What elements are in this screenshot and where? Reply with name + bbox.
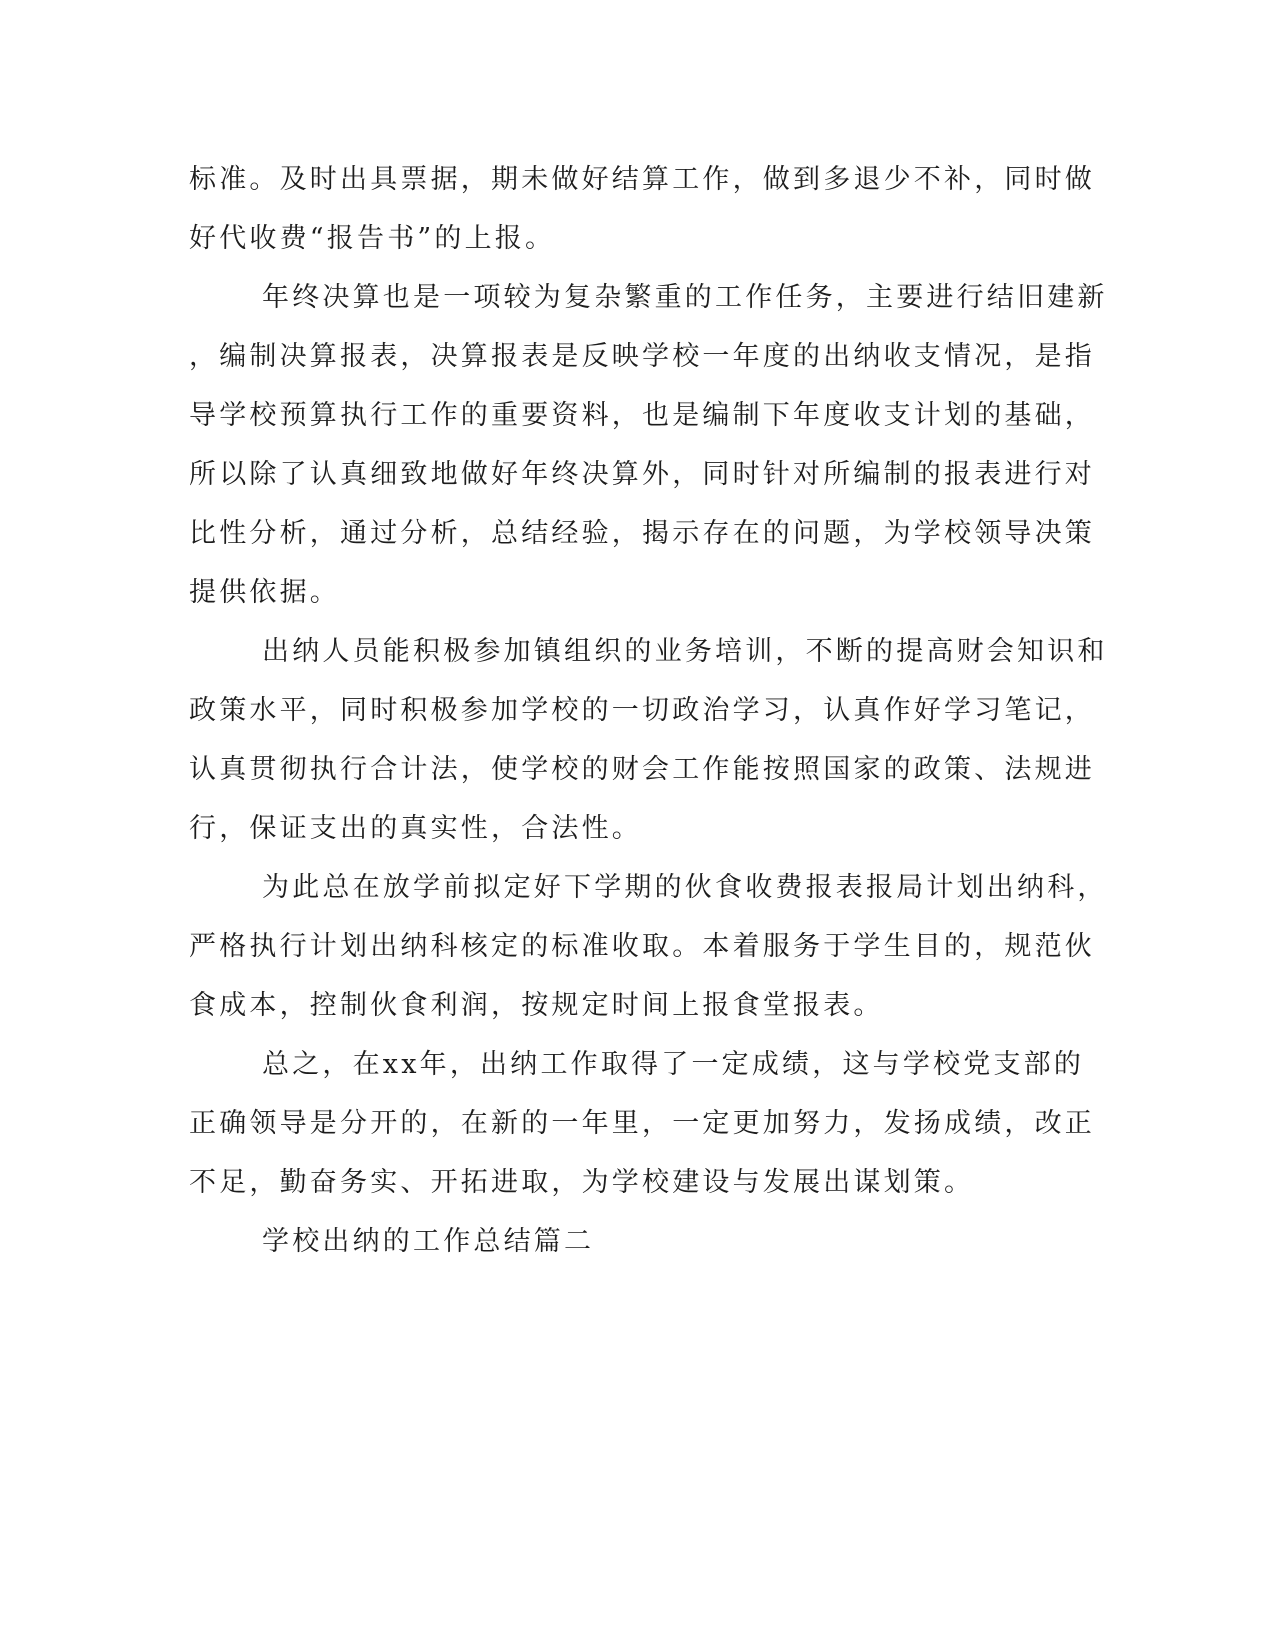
text-line-4: ，编制决算报表，决算报表是反映学校一年度的出纳收支情况，是指 <box>189 341 1095 372</box>
text-line-6: 所以除了认真细致地做好年终决算外，同时针对所编制的报表进行对 <box>189 459 1095 490</box>
text-line-12: 行，保证支出的真实性，合法性。 <box>189 813 642 844</box>
text-line-7: 比性分析，通过分析，总结经验，揭示存在的问题，为学校领导决策 <box>189 518 1095 549</box>
text-line-5: 导学校预算执行工作的重要资料，也是编制下年度收支计划的基础， <box>189 400 1095 431</box>
text-line-10: 政策水平，同时积极参加学校的一切政治学习，认真作好学习笔记， <box>189 695 1095 726</box>
text-line-14: 严格执行计划出纳科核定的标准收取。本着服务于学生目的，规范伙 <box>189 931 1095 962</box>
text-line-16: 总之，在xx年，出纳工作取得了一定成绩，这与学校党支部的 <box>262 1049 1085 1080</box>
text-line-15: 食成本，控制伙食利润，按规定时间上报食堂报表。 <box>189 990 884 1021</box>
text-line-17: 正确领导是分开的，在新的一年里，一定更加努力，发扬成绩，改正 <box>189 1108 1095 1139</box>
text-line-8: 提供依据。 <box>189 577 340 608</box>
text-line-11: 认真贯彻执行合计法，使学校的财会工作能按照国家的政策、法规进 <box>189 754 1095 785</box>
text-line-9: 出纳人员能积极参加镇组织的业务培训，不断的提高财会知识和 <box>262 636 1108 667</box>
text-line-13: 为此总在放学前拟定好下学期的伙食收费报表报局计划出纳科， <box>262 872 1108 903</box>
text-line-18: 不足，勤奋务实、开拓进取，为学校建设与发展出谋划策。 <box>189 1167 975 1198</box>
text-line-3: 年终决算也是一项较为复杂繁重的工作任务，主要进行结旧建新 <box>262 282 1108 313</box>
text-line-1: 标准。及时出具票据，期未做好结算工作，做到多退少不补，同时做 <box>189 164 1095 195</box>
section-heading: 学校出纳的工作总结篇二 <box>262 1226 595 1257</box>
text-line-2: 好代收费“报告书”的上报。 <box>189 223 556 254</box>
